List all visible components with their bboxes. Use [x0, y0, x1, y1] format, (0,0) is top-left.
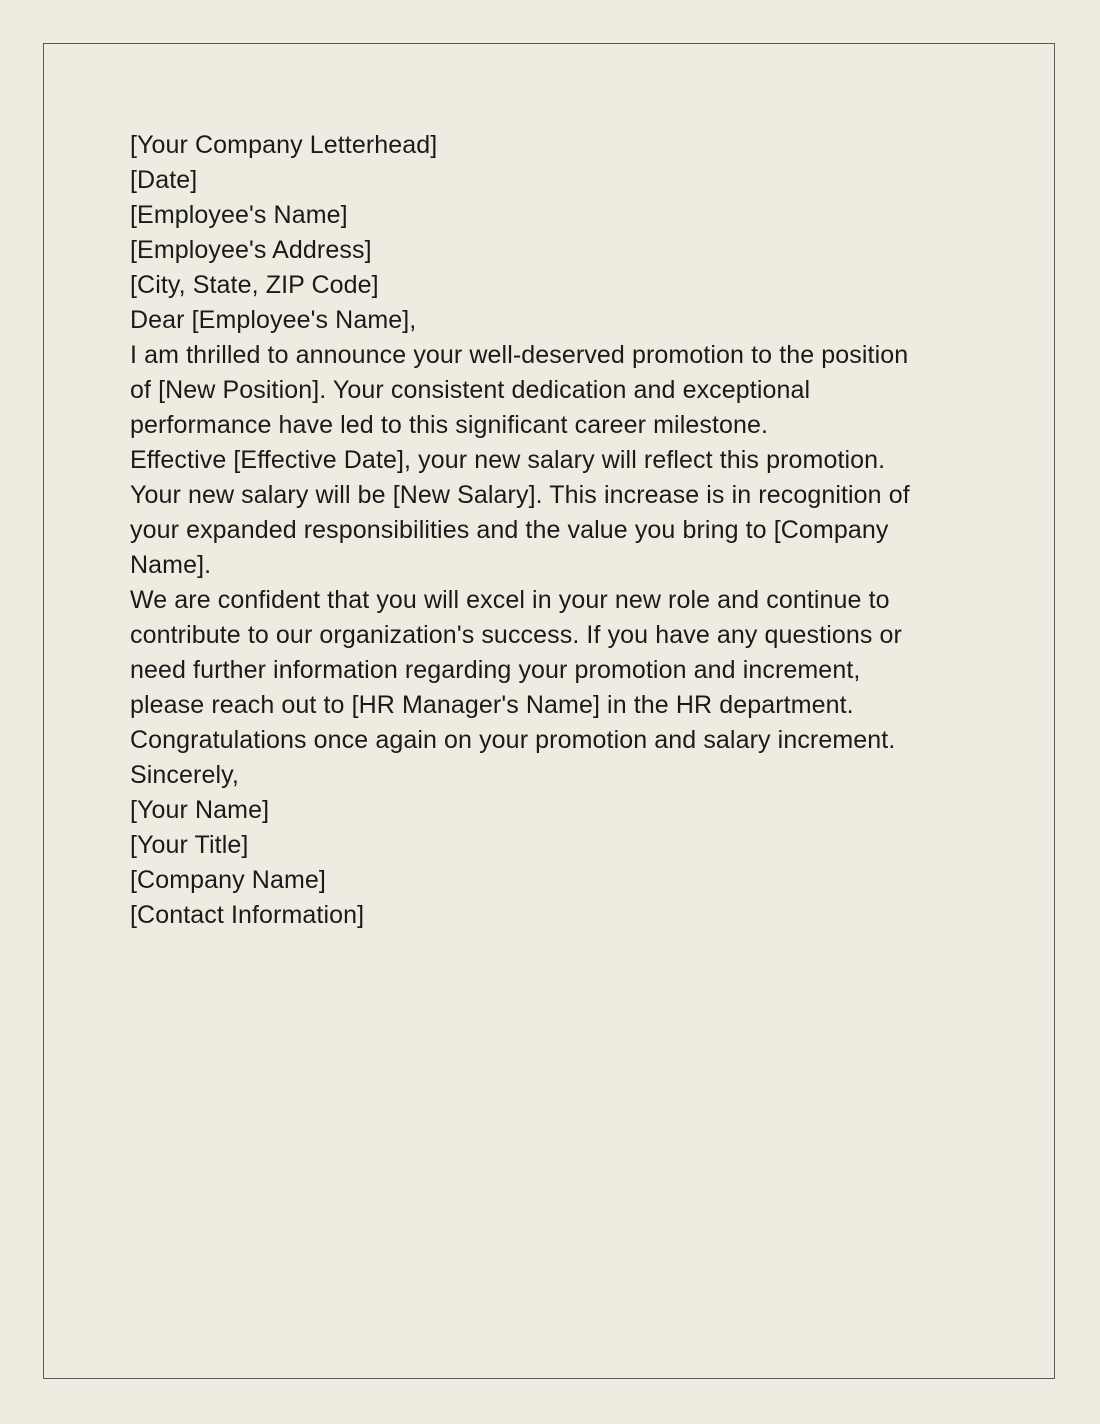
salutation-text: Dear [Employee's Name],	[130, 306, 417, 334]
signature-contact: [Contact Information]	[130, 901, 365, 929]
recipient-name: [Employee's Name]	[130, 201, 348, 229]
sign-off-text: Sincerely,	[130, 761, 239, 789]
closing-note	[130, 723, 990, 758]
paragraph-line: of [New Position]. Your consistent dedication and exceptional	[130, 376, 811, 404]
sign-off	[130, 758, 990, 793]
paragraph-line: Effective [Effective Date], your new salary will reflect this promotion.	[130, 446, 886, 474]
paragraph-confidence	[130, 583, 990, 723]
paragraph-salary	[130, 443, 990, 583]
paragraph-line: contribute to our organization's success. If you have any questions or	[130, 621, 902, 649]
letterhead-text: [Your Company Letterhead]	[130, 131, 438, 159]
letter-date	[130, 163, 990, 198]
signature-block	[130, 793, 990, 933]
letterhead	[130, 128, 990, 163]
salutation	[130, 303, 990, 338]
signature-title: [Your Title]	[130, 831, 249, 859]
paragraph-line: Name].	[130, 551, 212, 579]
letter-body	[130, 128, 990, 933]
paragraph-line: please reach out to [HR Manager's Name] in the HR department.	[130, 691, 854, 719]
paragraph-line: your expanded responsibilities and the value you bring to [Company	[130, 516, 889, 544]
signature-name: [Your Name]	[130, 796, 270, 824]
signature-company: [Company Name]	[130, 866, 326, 894]
paragraph-line: Your new salary will be [New Salary]. This increase is in recognition of	[130, 481, 910, 509]
date-text: [Date]	[130, 166, 198, 194]
closing-note-text: Congratulations once again on your promotion and salary increment.	[130, 726, 896, 754]
paragraph-line: need further information regarding your promotion and increment,	[130, 656, 861, 684]
paragraph-line: performance have led to this significant career milestone.	[130, 411, 769, 439]
recipient-address-block	[130, 198, 990, 303]
paragraph-line: I am thrilled to announce your well-deserved promotion to the position	[130, 341, 909, 369]
paragraph-line: We are confident that you will excel in your new role and continue to	[130, 586, 890, 614]
paragraph-announcement	[130, 338, 990, 443]
recipient-city-state-zip: [City, State, ZIP Code]	[130, 271, 379, 299]
recipient-address: [Employee's Address]	[130, 236, 372, 264]
